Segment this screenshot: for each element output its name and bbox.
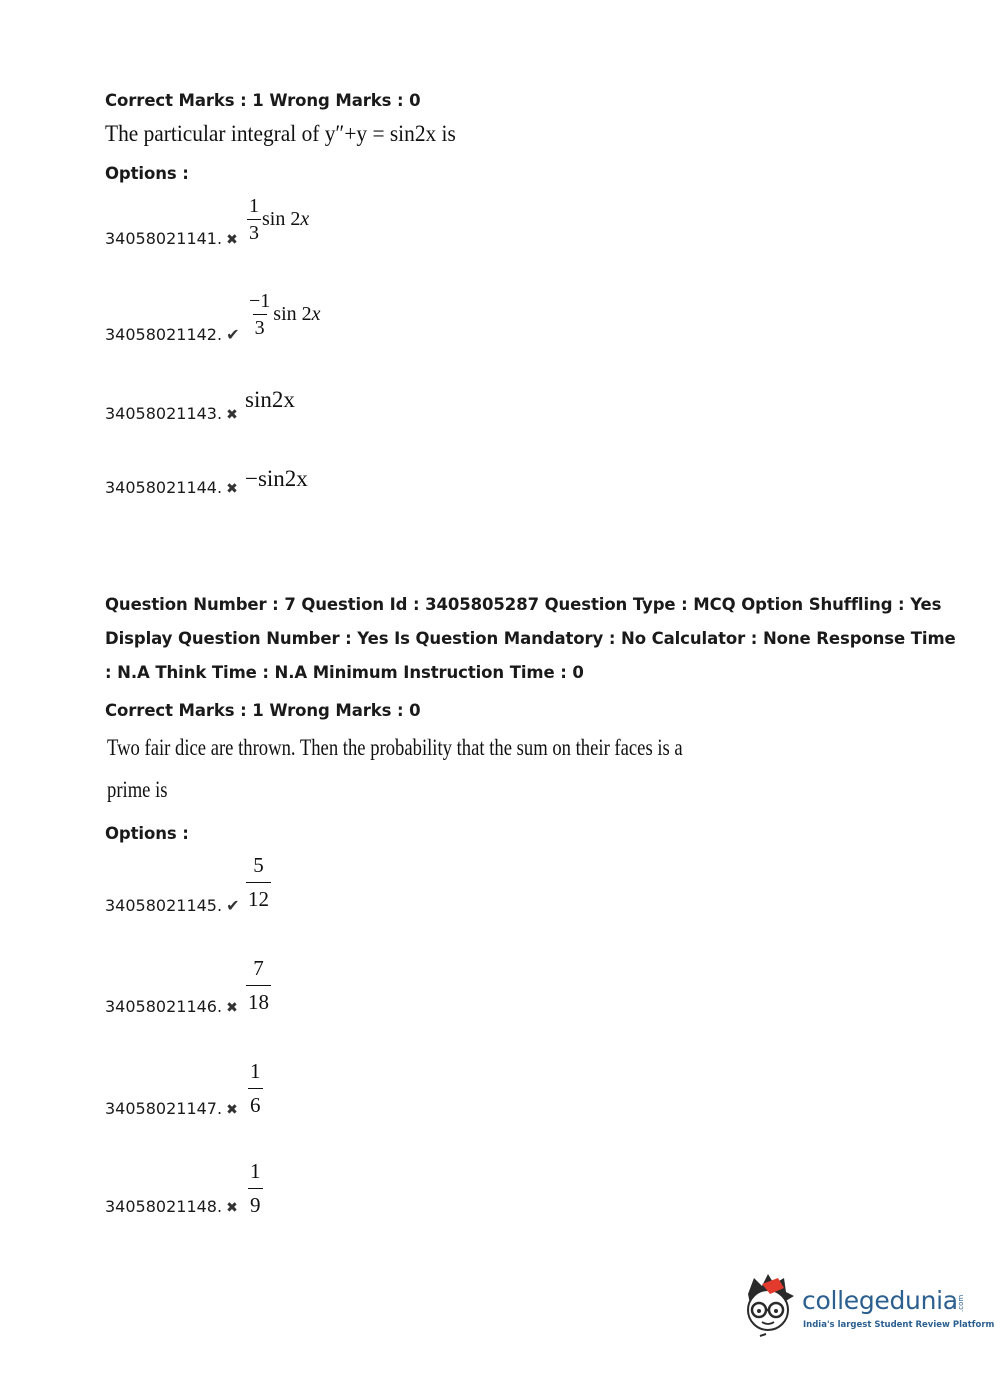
- q6-marks: Correct Marks : 1 Wrong Marks : 0: [105, 91, 421, 110]
- wrong-mark-icon: ✖: [226, 1000, 238, 1016]
- numerator: 1: [250, 1159, 261, 1183]
- wrong-mark-icon: ✖: [226, 232, 238, 248]
- wrong-mark-icon: ✖: [226, 407, 238, 423]
- denominator: 6: [248, 1088, 263, 1116]
- denominator: 9: [248, 1188, 263, 1216]
- logo-suffix: .com: [957, 1294, 965, 1312]
- fraction: [247, 291, 272, 338]
- fraction: [246, 958, 271, 1013]
- logo-wordmark: collegedunia: [802, 1286, 958, 1315]
- logo-tagline: India's largest Student Review Platform: [803, 1320, 995, 1330]
- q7-meta-line3: : N.A Think Time : N.A Minimum Instruction Time : 0: [105, 663, 584, 682]
- option-id: 34058021145.: [105, 896, 223, 915]
- wrong-mark-icon: ✖: [226, 1200, 238, 1216]
- function-text: sin 2: [262, 208, 301, 230]
- option-math-1142: [247, 291, 321, 338]
- wrong-mark-icon: ✖: [226, 1102, 238, 1118]
- option-math-1145: [246, 855, 271, 910]
- q6-question-text: The particular integral of y″+y = sin2x is: [105, 121, 456, 146]
- option-text-1143: sin2x: [245, 387, 295, 412]
- student-mascot-icon: [740, 1272, 800, 1340]
- q6-options-label: Options :: [105, 164, 189, 183]
- collegedunia-logo[interactable]: [740, 1272, 995, 1342]
- option-id: 34058021146.: [105, 997, 223, 1016]
- numerator: 5: [253, 853, 264, 877]
- q7-marks: Correct Marks : 1 Wrong Marks : 0: [105, 701, 421, 720]
- option-row-1141[interactable]: [105, 229, 238, 248]
- q7-meta-line2: Display Question Number : Yes Is Question Mandatory : No Calculator : None Response Time: [105, 629, 956, 648]
- option-row-1144[interactable]: [105, 478, 238, 497]
- option-id: 34058021143.: [105, 404, 223, 423]
- fraction: [248, 1161, 263, 1216]
- variable: x: [300, 208, 310, 230]
- option-row-1143[interactable]: [105, 404, 238, 423]
- option-text-1144: −sin2x: [245, 466, 308, 491]
- q7-question-line2: prime is: [107, 777, 168, 802]
- numerator: 7: [253, 956, 264, 980]
- denominator: 3: [247, 219, 261, 243]
- q7-meta-line1: Question Number : 7 Question Id : 3405805287 Question Type : MCQ Option Shuffling : Yes: [105, 595, 942, 614]
- option-id: 34058021144.: [105, 478, 223, 497]
- option-math-1141: [247, 196, 309, 243]
- option-math-1146: [246, 958, 271, 1013]
- numerator: 1: [250, 1059, 261, 1083]
- option-math-1147: [248, 1061, 263, 1116]
- function-text: sin 2: [273, 303, 312, 325]
- option-row-1145[interactable]: [105, 896, 239, 915]
- option-row-1146[interactable]: [105, 997, 238, 1016]
- fraction: [248, 1061, 263, 1116]
- option-id: 34058021148.: [105, 1197, 223, 1216]
- fraction: [246, 855, 271, 910]
- variable: x: [311, 303, 321, 325]
- option-id: 34058021141.: [105, 229, 223, 248]
- option-row-1148[interactable]: [105, 1197, 238, 1216]
- option-row-1142[interactable]: [105, 325, 239, 344]
- correct-check-icon: ✔: [226, 325, 240, 344]
- option-math-1148: [248, 1161, 263, 1216]
- fraction: [247, 196, 261, 243]
- q7-question-line1: Two fair dice are thrown. Then the probability that the sum on their faces is a: [107, 735, 683, 760]
- option-id: 34058021142.: [105, 325, 223, 344]
- denominator: 18: [246, 985, 271, 1013]
- correct-check-icon: ✔: [226, 896, 240, 915]
- denominator: 3: [253, 314, 267, 338]
- numerator: 1: [249, 195, 259, 217]
- denominator: 12: [246, 882, 271, 910]
- option-row-1147[interactable]: [105, 1099, 238, 1118]
- numerator: −1: [249, 290, 271, 312]
- option-id: 34058021147.: [105, 1099, 223, 1118]
- q7-options-label: Options :: [105, 824, 189, 843]
- wrong-mark-icon: ✖: [226, 481, 238, 497]
